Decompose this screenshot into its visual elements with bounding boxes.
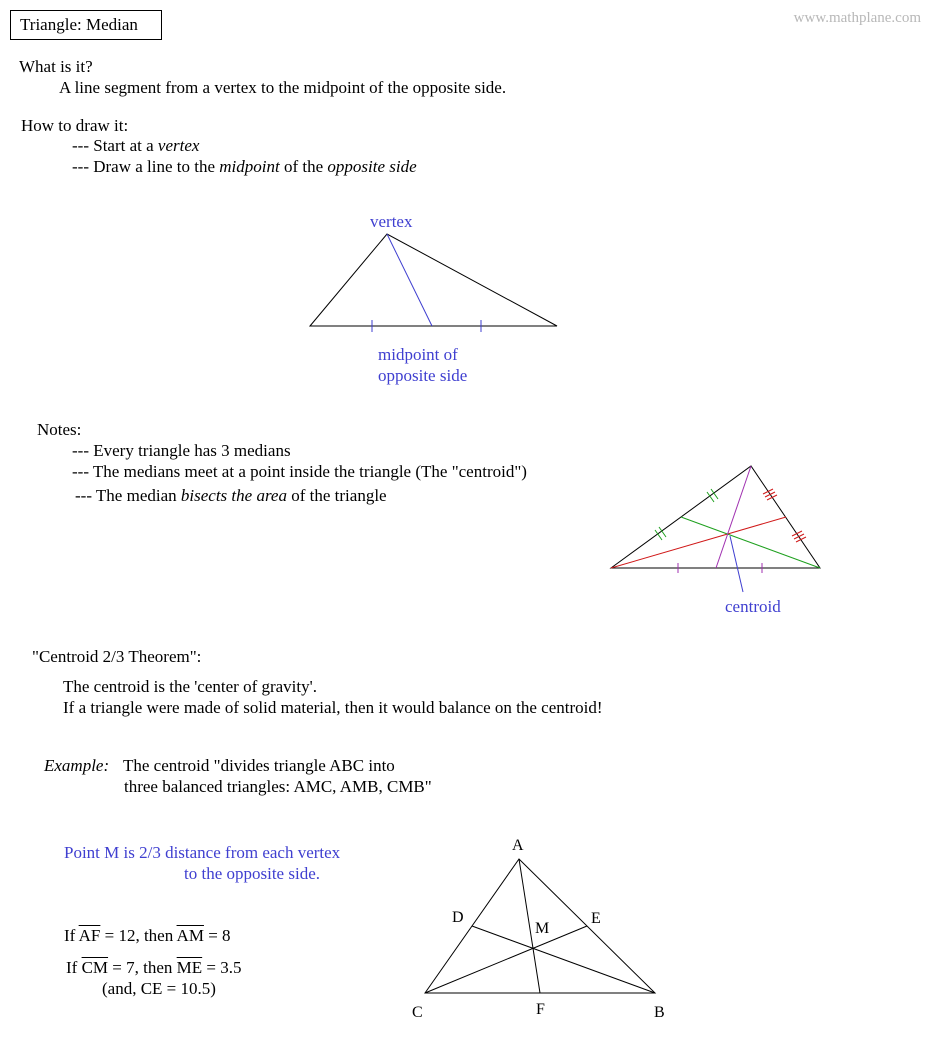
note-1: --- Every triangle has 3 medians — [72, 441, 291, 460]
example-line-1: The centroid "divides triangle ABC into — [123, 756, 395, 775]
note3-text: --- The median — [75, 486, 181, 505]
example-em: Example: — [44, 756, 110, 775]
step2-mid: of the — [279, 157, 328, 176]
step1-text: --- Start at a — [72, 136, 158, 155]
calc1-if: If — [64, 926, 79, 945]
step1-em: vertex — [157, 136, 200, 155]
step2-text: --- Draw a line to the — [72, 157, 220, 176]
vertex-label: vertex — [370, 212, 413, 231]
label-b: B — [654, 1004, 665, 1021]
notes-heading: Notes: — [37, 420, 82, 439]
label-a: A — [512, 837, 524, 854]
theorem-line-1: The centroid is the 'center of gravity'. — [63, 677, 317, 696]
calc1-end: = 8 — [203, 926, 231, 945]
watermark: www.mathplane.com — [793, 10, 921, 26]
calc2-end: = 3.5 — [202, 958, 242, 977]
note3-suffix: of the triangle — [286, 486, 387, 505]
step2-em1: midpoint — [219, 157, 280, 176]
calc2-seg2: $\overline{ME}$ — [176, 958, 203, 977]
label-c: C — [412, 1004, 423, 1021]
page-title: Triangle: Median — [10, 10, 162, 40]
definition: A line segment from a vertex to the midpoint of the opposite side. — [59, 78, 507, 97]
calc1-mid: = 12, then — [100, 926, 177, 945]
what-heading: What is it? — [19, 57, 93, 76]
label-d: D — [452, 909, 464, 926]
label-f: F — [536, 1001, 545, 1018]
note-2: --- The medians meet at a point inside the triangle (The "centroid") — [72, 462, 527, 481]
point-m-line-1: Point M is 2/3 distance from each vertex — [64, 843, 341, 862]
calc2-mid: = 7, then — [108, 958, 177, 977]
example-line-2: three balanced triangles: AMC, AMB, CMB" — [124, 777, 432, 796]
calc1-seg2: $\overline{AM}$ — [176, 926, 204, 945]
label-m: M — [535, 920, 550, 937]
theorem-line-2: If a triangle were made of solid material, then it would balance on the centroid! — [63, 698, 603, 717]
calc2-if: If — [66, 958, 82, 977]
midpoint-label-1: midpoint of — [378, 345, 458, 364]
step2-em2: opposite side — [327, 157, 417, 176]
calc1-seg1: $\overline{AF}$ — [78, 926, 101, 945]
how-heading: How to draw it: — [21, 116, 129, 135]
midpoint-label-2: opposite side — [378, 366, 468, 385]
centroid-label: centroid — [725, 597, 781, 616]
note3-em: bisects the area — [180, 486, 287, 505]
calc2-seg1: $\overline{CM}$ — [81, 958, 109, 977]
theorem-heading: "Centroid 2/3 Theorem": — [32, 647, 202, 666]
point-m-line-2: to the opposite side. — [184, 864, 320, 883]
label-e: E — [591, 910, 601, 927]
calc-row-3: (and, CE = 10.5) — [102, 979, 216, 998]
